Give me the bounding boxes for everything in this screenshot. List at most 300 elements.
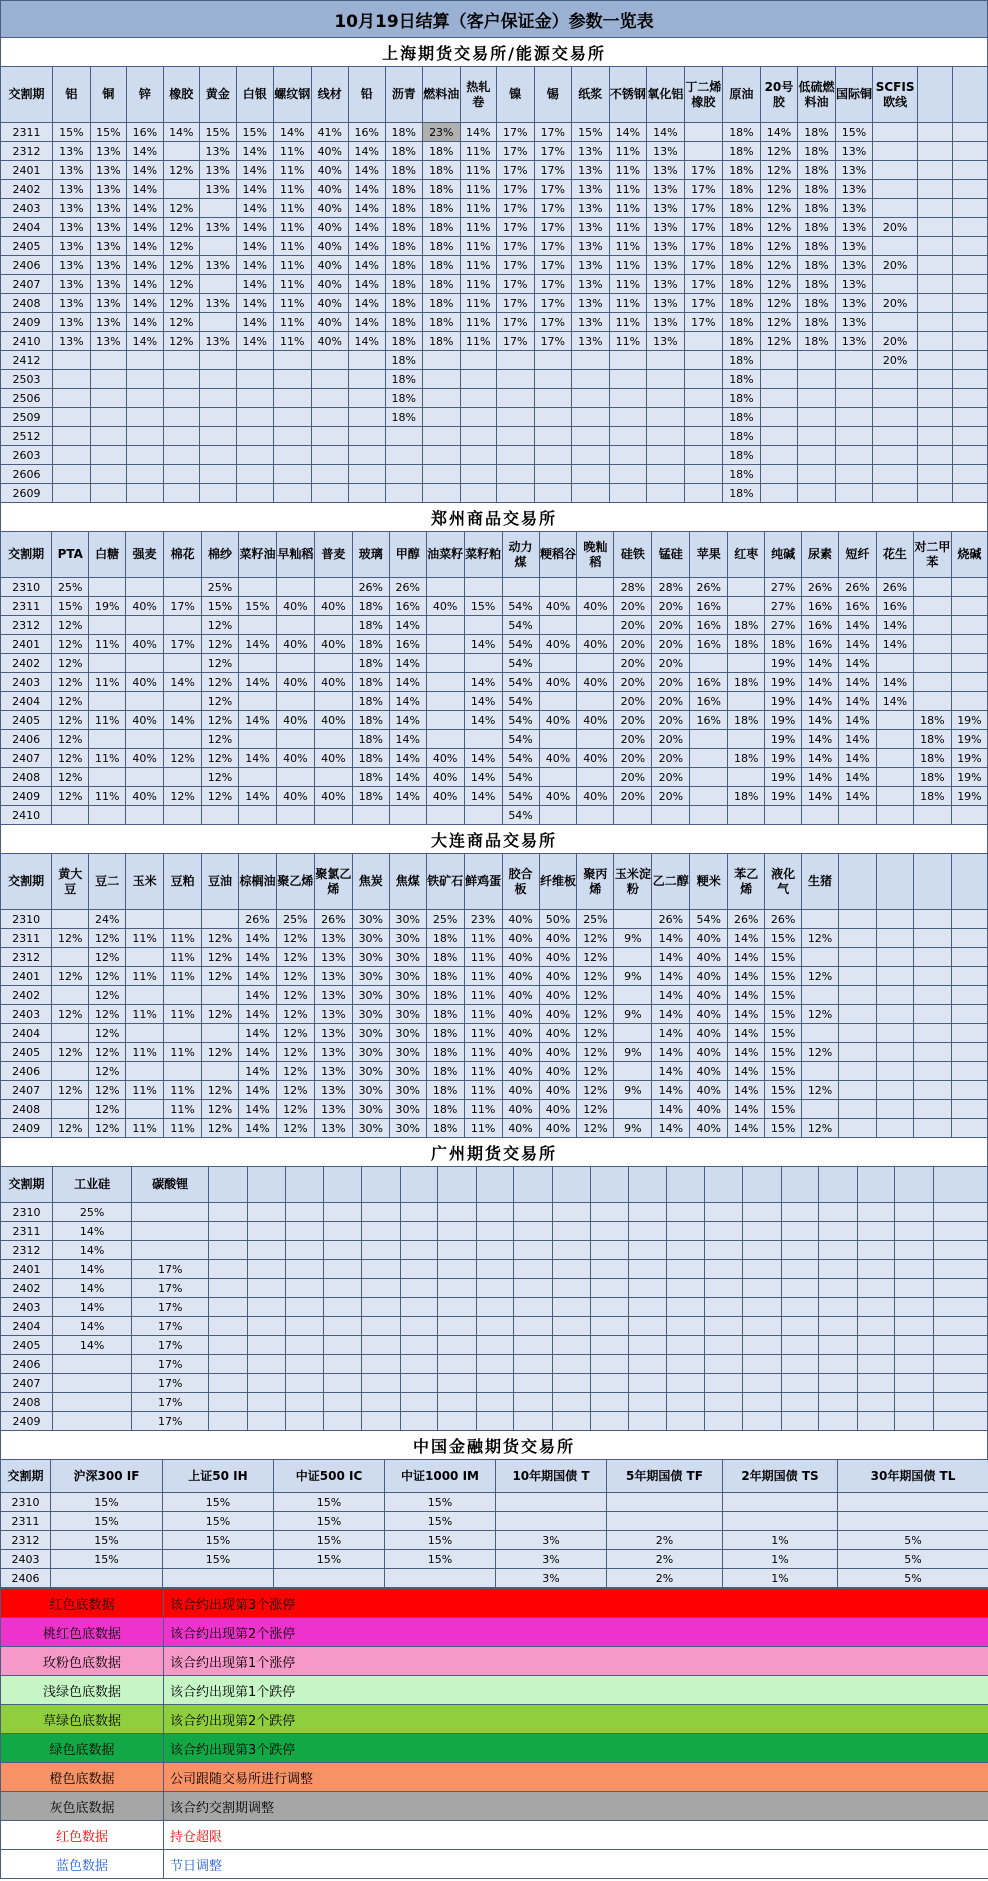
margin-rate-cell <box>802 806 839 825</box>
margin-rate-cell <box>438 1203 477 1222</box>
margin-rate-cell: 9% <box>614 967 652 986</box>
margin-rate-cell: 14% <box>127 218 163 237</box>
margin-rate-cell: 18% <box>385 218 423 237</box>
margin-rate-cell <box>426 673 464 692</box>
margin-rate-cell <box>953 313 988 332</box>
margin-rate-cell: 11% <box>126 929 164 948</box>
margin-rate-cell <box>876 948 913 967</box>
margin-rate-cell: 15% <box>765 1043 802 1062</box>
margin-rate-cell <box>89 654 126 673</box>
margin-rate-cell: 16% <box>690 692 728 711</box>
margin-rate-cell <box>323 1298 362 1317</box>
margin-rate-cell <box>873 313 918 332</box>
margin-rate-cell: 13% <box>53 199 91 218</box>
table-row <box>1 199 988 218</box>
margin-rate-cell: 19% <box>765 654 802 673</box>
margin-rate-cell <box>126 1024 164 1043</box>
table-row <box>1 730 988 749</box>
margin-rate-cell: 14% <box>728 1062 765 1081</box>
contract-month-cell: 2403 <box>1 1005 52 1024</box>
margin-rate-cell: 30% <box>352 967 389 986</box>
legend-label: 红色数据 <box>1 1821 164 1850</box>
margin-rate-cell: 12% <box>163 218 199 237</box>
margin-rate-cell <box>89 730 126 749</box>
margin-rate-cell: 25% <box>426 910 464 929</box>
margin-rate-cell: 15% <box>163 1550 274 1569</box>
column-header: 30年期国债 TL <box>838 1460 988 1493</box>
margin-rate-cell <box>89 578 126 597</box>
margin-rate-cell: 11% <box>609 256 647 275</box>
margin-rate-cell: 40% <box>126 711 164 730</box>
margin-rate-cell <box>876 730 913 749</box>
margin-rate-cell <box>476 1374 513 1393</box>
margin-rate-cell: 13% <box>314 1119 352 1138</box>
margin-rate-cell: 12% <box>89 1062 126 1081</box>
margin-rate-cell <box>876 1043 913 1062</box>
margin-rate-cell <box>577 692 614 711</box>
table-row <box>1 1298 988 1317</box>
margin-rate-cell: 13% <box>90 332 126 351</box>
margin-rate-cell <box>276 730 314 749</box>
legend-row <box>1 1705 988 1734</box>
margin-rate-cell <box>572 446 610 465</box>
margin-rate-cell <box>52 806 89 825</box>
margin-rate-cell: 40% <box>502 948 539 967</box>
margin-rate-cell: 13% <box>90 237 126 256</box>
margin-rate-cell: 11% <box>464 1062 502 1081</box>
contract-month-cell: 2404 <box>1 218 53 237</box>
margin-rate-cell: 18% <box>913 768 951 787</box>
column-header <box>438 1167 477 1203</box>
margin-rate-cell <box>163 142 199 161</box>
margin-rate-cell <box>690 730 728 749</box>
margin-rate-cell <box>90 351 126 370</box>
margin-rate-cell <box>933 1336 987 1355</box>
column-header: 交割期 <box>1 1460 51 1493</box>
margin-rate-cell <box>838 1512 988 1531</box>
column-header <box>704 1167 743 1203</box>
margin-rate-cell <box>552 1336 591 1355</box>
margin-rate-cell <box>164 578 202 597</box>
margin-rate-cell <box>951 1081 987 1100</box>
margin-rate-cell <box>838 1493 988 1512</box>
margin-rate-cell: 18% <box>913 749 951 768</box>
margin-rate-cell <box>918 408 953 427</box>
margin-rate-cell: 40% <box>690 967 728 986</box>
margin-rate-cell: 14% <box>238 1119 276 1138</box>
margin-rate-cell: 18% <box>798 199 836 218</box>
margin-rate-cell <box>743 1336 782 1355</box>
margin-rate-cell <box>857 1279 894 1298</box>
margin-rate-cell: 14% <box>728 986 765 1005</box>
margin-rate-cell: 18% <box>385 389 423 408</box>
column-header: 交割期 <box>1 1167 53 1203</box>
margin-rate-cell: 13% <box>835 180 873 199</box>
margin-rate-cell: 18% <box>423 142 461 161</box>
contract-month-cell: 2404 <box>1 1024 52 1043</box>
margin-rate-cell: 17% <box>534 256 572 275</box>
legend-description: 持仓超限 <box>164 1821 988 1850</box>
margin-rate-cell <box>362 1241 401 1260</box>
column-header <box>591 1167 628 1203</box>
margin-rate-cell: 14% <box>127 161 163 180</box>
margin-rate-cell <box>918 332 953 351</box>
margin-rate-cell <box>918 218 953 237</box>
margin-rate-cell: 11% <box>609 161 647 180</box>
margin-rate-cell: 17% <box>132 1336 209 1355</box>
margin-rate-cell: 11% <box>164 1043 202 1062</box>
margin-rate-cell <box>839 1043 877 1062</box>
margin-rate-cell <box>89 616 126 635</box>
margin-rate-cell: 12% <box>577 1043 614 1062</box>
margin-rate-cell <box>951 1024 987 1043</box>
margin-rate-cell <box>438 1336 477 1355</box>
margin-rate-cell <box>802 910 839 929</box>
contract-month-cell: 2311 <box>1 1512 51 1531</box>
margin-rate-cell: 19% <box>951 787 987 806</box>
margin-rate-cell: 19% <box>765 749 802 768</box>
margin-rate-cell: 30% <box>389 1043 426 1062</box>
margin-rate-cell: 40% <box>690 929 728 948</box>
margin-rate-cell: 14% <box>53 1317 132 1336</box>
margin-rate-cell: 12% <box>202 1081 239 1100</box>
margin-rate-cell: 30% <box>352 1100 389 1119</box>
margin-rate-cell: 2% <box>607 1531 723 1550</box>
margin-rate-cell: 15% <box>385 1512 496 1531</box>
margin-rate-cell <box>857 1393 894 1412</box>
margin-rate-cell: 11% <box>609 237 647 256</box>
margin-rate-cell: 41% <box>311 123 349 142</box>
margin-rate-cell: 14% <box>876 673 913 692</box>
margin-rate-cell: 27% <box>765 616 802 635</box>
margin-rate-cell: 15% <box>163 1531 274 1550</box>
margin-rate-cell <box>362 1222 401 1241</box>
column-header: 碳酸锂 <box>132 1167 209 1203</box>
contract-month-cell: 2406 <box>1 1569 51 1588</box>
margin-rate-cell <box>572 370 610 389</box>
table-row <box>1 1241 988 1260</box>
margin-rate-cell <box>913 616 951 635</box>
margin-rate-cell: 11% <box>460 237 496 256</box>
margin-rate-cell <box>209 1260 248 1279</box>
margin-rate-cell: 11% <box>89 787 126 806</box>
margin-rate-cell: 14% <box>652 967 690 986</box>
margin-rate-cell <box>760 427 798 446</box>
margin-rate-cell: 40% <box>539 929 577 948</box>
contract-month-cell: 2312 <box>1 142 53 161</box>
margin-rate-cell <box>876 768 913 787</box>
margin-rate-cell <box>362 1203 401 1222</box>
margin-rate-cell: 20% <box>614 787 652 806</box>
contract-month-cell: 2311 <box>1 1222 53 1241</box>
margin-rate-cell <box>781 1412 818 1431</box>
margin-rate-cell: 12% <box>577 1119 614 1138</box>
margin-rate-cell <box>53 408 91 427</box>
margin-rate-cell: 40% <box>502 910 539 929</box>
margin-rate-cell: 16% <box>349 123 385 142</box>
column-header: 原油 <box>723 67 761 123</box>
margin-rate-cell <box>913 929 951 948</box>
margin-rate-cell: 14% <box>839 654 877 673</box>
margin-rate-cell <box>238 578 276 597</box>
table-row <box>1 484 988 503</box>
margin-rate-cell <box>876 1005 913 1024</box>
margin-rate-cell: 17% <box>497 218 535 237</box>
margin-rate-cell <box>90 389 126 408</box>
margin-rate-cell <box>209 1412 248 1431</box>
margin-rate-cell: 40% <box>690 986 728 1005</box>
margin-rate-cell <box>667 1393 704 1412</box>
margin-rate-cell <box>933 1355 987 1374</box>
margin-rate-cell: 30% <box>352 1081 389 1100</box>
margin-rate-cell: 26% <box>728 910 765 929</box>
margin-rate-cell: 18% <box>723 446 761 465</box>
margin-rate-cell: 16% <box>389 597 426 616</box>
margin-rate-cell <box>873 161 918 180</box>
margin-rate-cell <box>323 1412 362 1431</box>
margin-rate-cell <box>628 1355 667 1374</box>
margin-rate-cell: 17% <box>684 313 723 332</box>
margin-rate-cell: 26% <box>690 578 728 597</box>
margin-rate-cell: 12% <box>577 1062 614 1081</box>
margin-rate-cell <box>760 389 798 408</box>
margin-rate-cell: 12% <box>52 635 89 654</box>
contract-month-cell: 2311 <box>1 597 52 616</box>
margin-rate-cell: 13% <box>835 313 873 332</box>
margin-rate-cell: 17% <box>497 180 535 199</box>
margin-rate-cell <box>53 446 91 465</box>
margin-rate-cell <box>819 1260 858 1279</box>
margin-rate-cell: 14% <box>839 768 877 787</box>
column-header <box>400 1167 437 1203</box>
margin-rate-cell <box>163 484 199 503</box>
contract-month-cell: 2503 <box>1 370 53 389</box>
margin-rate-cell <box>802 1100 839 1119</box>
margin-rate-cell <box>839 967 877 986</box>
margin-rate-cell: 18% <box>728 673 765 692</box>
margin-rate-cell <box>352 806 389 825</box>
column-header: 沪深300 IF <box>51 1460 163 1493</box>
table-row <box>1 986 988 1005</box>
margin-rate-cell <box>743 1222 782 1241</box>
margin-rate-cell <box>667 1203 704 1222</box>
margin-rate-cell: 17% <box>684 218 723 237</box>
margin-rate-cell: 19% <box>765 673 802 692</box>
margin-rate-cell: 14% <box>839 635 877 654</box>
contract-month-cell: 2406 <box>1 1355 53 1374</box>
margin-rate-cell: 12% <box>89 1119 126 1138</box>
margin-rate-cell <box>591 1203 628 1222</box>
margin-rate-cell: 40% <box>577 673 614 692</box>
margin-rate-cell <box>933 1260 987 1279</box>
margin-rate-cell: 40% <box>311 237 349 256</box>
margin-rate-cell: 11% <box>126 1043 164 1062</box>
margin-rate-cell: 14% <box>53 1279 132 1298</box>
margin-rate-cell <box>286 1222 323 1241</box>
margin-rate-cell <box>311 446 349 465</box>
legend-description: 该合约出现第1个跌停 <box>164 1676 988 1705</box>
margin-rate-cell: 13% <box>90 199 126 218</box>
margin-rate-cell: 11% <box>274 256 312 275</box>
table-row <box>1 806 988 825</box>
margin-rate-cell <box>423 389 461 408</box>
margin-rate-cell <box>362 1317 401 1336</box>
margin-rate-cell: 12% <box>163 237 199 256</box>
margin-rate-cell: 14% <box>802 749 839 768</box>
margin-rate-cell <box>835 408 873 427</box>
table-row <box>1 635 988 654</box>
column-header: 焦炭 <box>352 854 389 910</box>
margin-rate-cell: 18% <box>385 161 423 180</box>
margin-rate-cell <box>951 1062 987 1081</box>
margin-rate-cell: 54% <box>502 616 539 635</box>
margin-rate-cell: 13% <box>572 313 610 332</box>
margin-rate-cell: 16% <box>690 711 728 730</box>
margin-rate-cell <box>438 1222 477 1241</box>
margin-rate-cell: 14% <box>127 275 163 294</box>
margin-rate-cell: 3% <box>496 1569 607 1588</box>
margin-rate-cell <box>164 692 202 711</box>
margin-rate-cell <box>164 1024 202 1043</box>
margin-rate-cell <box>798 351 836 370</box>
margin-rate-cell: 26% <box>389 578 426 597</box>
margin-rate-cell <box>126 948 164 967</box>
margin-rate-cell <box>314 768 352 787</box>
margin-rate-cell: 12% <box>202 1043 239 1062</box>
margin-rate-cell <box>647 370 685 389</box>
margin-rate-cell <box>314 806 352 825</box>
margin-rate-cell <box>164 654 202 673</box>
margin-rate-cell <box>577 768 614 787</box>
margin-rate-cell: 18% <box>723 294 761 313</box>
table-row <box>1 692 988 711</box>
margin-rate-cell <box>314 616 352 635</box>
margin-rate-cell: 11% <box>460 313 496 332</box>
margin-rate-cell <box>591 1336 628 1355</box>
column-header: 菜籽油 <box>238 532 276 578</box>
margin-rate-cell: 14% <box>236 294 274 313</box>
margin-rate-cell <box>781 1203 818 1222</box>
margin-rate-cell <box>667 1222 704 1241</box>
margin-rate-cell <box>895 1241 934 1260</box>
margin-rate-cell: 14% <box>802 768 839 787</box>
margin-rate-cell: 17% <box>684 237 723 256</box>
margin-rate-cell: 14% <box>238 1100 276 1119</box>
margin-rate-cell: 18% <box>728 616 765 635</box>
margin-rate-cell <box>895 1222 934 1241</box>
margin-rate-cell <box>743 1355 782 1374</box>
margin-rate-cell: 30% <box>352 948 389 967</box>
margin-rate-cell: 11% <box>164 1100 202 1119</box>
margin-rate-cell <box>323 1260 362 1279</box>
margin-rate-cell: 17% <box>684 180 723 199</box>
margin-rate-cell <box>857 1298 894 1317</box>
margin-rate-cell: 11% <box>460 199 496 218</box>
margin-rate-cell: 11% <box>274 161 312 180</box>
margin-rate-cell <box>798 389 836 408</box>
margin-rate-cell: 26% <box>238 910 276 929</box>
margin-rate-cell: 17% <box>164 597 202 616</box>
column-header: 交割期 <box>1 854 52 910</box>
margin-rate-cell <box>628 1336 667 1355</box>
margin-rate-cell <box>953 465 988 484</box>
column-header: 低硫燃料油 <box>798 67 836 123</box>
margin-rate-cell <box>514 1260 553 1279</box>
margin-rate-cell: 18% <box>352 730 389 749</box>
margin-rate-cell: 40% <box>276 597 314 616</box>
column-header: SCFIS欧线 <box>873 67 918 123</box>
margin-rate-cell: 11% <box>274 199 312 218</box>
margin-rate-cell: 20% <box>652 711 690 730</box>
margin-rate-cell: 18% <box>423 332 461 351</box>
margin-rate-cell: 13% <box>90 294 126 313</box>
margin-rate-cell: 40% <box>502 1119 539 1138</box>
table-row <box>1 1024 988 1043</box>
margin-rate-cell: 18% <box>385 180 423 199</box>
margin-rate-cell <box>476 1336 513 1355</box>
contract-month-cell: 2403 <box>1 1550 51 1569</box>
margin-rate-cell <box>200 370 236 389</box>
margin-rate-cell: 13% <box>314 1005 352 1024</box>
margin-rate-cell <box>53 1393 132 1412</box>
margin-rate-cell: 14% <box>238 967 276 986</box>
margin-rate-cell: 13% <box>200 142 236 161</box>
margin-rate-cell <box>918 142 953 161</box>
margin-rate-cell <box>514 1298 553 1317</box>
margin-rate-cell: 15% <box>572 123 610 142</box>
margin-rate-cell <box>286 1412 323 1431</box>
margin-rate-cell: 40% <box>311 142 349 161</box>
table-row <box>1 1317 988 1336</box>
contract-month-cell: 2506 <box>1 389 53 408</box>
margin-rate-cell: 13% <box>314 1062 352 1081</box>
margin-rate-cell <box>400 1412 437 1431</box>
contract-month-cell: 2410 <box>1 806 52 825</box>
table-header-row <box>1 67 988 123</box>
column-header: 玉米淀粉 <box>614 854 652 910</box>
margin-rate-cell: 15% <box>238 597 276 616</box>
margin-rate-cell: 15% <box>53 123 91 142</box>
column-header: 铝 <box>53 67 91 123</box>
contract-month-cell: 2401 <box>1 635 52 654</box>
margin-rate-cell <box>323 1222 362 1241</box>
margin-rate-cell: 12% <box>52 1043 89 1062</box>
margin-rate-cell <box>274 370 312 389</box>
margin-rate-cell <box>89 692 126 711</box>
margin-rate-cell: 13% <box>647 161 685 180</box>
margin-rate-cell: 13% <box>572 199 610 218</box>
margin-rate-cell <box>164 806 202 825</box>
margin-rate-cell <box>552 1203 591 1222</box>
margin-rate-cell: 15% <box>274 1531 385 1550</box>
margin-rate-cell: 17% <box>132 1279 209 1298</box>
margin-rate-cell: 20% <box>614 692 652 711</box>
margin-rate-cell: 12% <box>89 1043 126 1062</box>
margin-rate-cell: 11% <box>164 948 202 967</box>
margin-rate-cell: 11% <box>464 1024 502 1043</box>
margin-rate-cell <box>667 1374 704 1393</box>
margin-rate-cell <box>539 578 577 597</box>
margin-rate-cell <box>819 1412 858 1431</box>
margin-rate-cell: 12% <box>577 967 614 986</box>
column-header: 丁二烯橡胶 <box>684 67 723 123</box>
margin-rate-cell <box>126 986 164 1005</box>
margin-rate-cell: 30% <box>352 1119 389 1138</box>
margin-rate-cell <box>933 1222 987 1241</box>
margin-rate-cell: 18% <box>423 256 461 275</box>
column-header: 交割期 <box>1 67 53 123</box>
margin-rate-cell: 13% <box>90 142 126 161</box>
